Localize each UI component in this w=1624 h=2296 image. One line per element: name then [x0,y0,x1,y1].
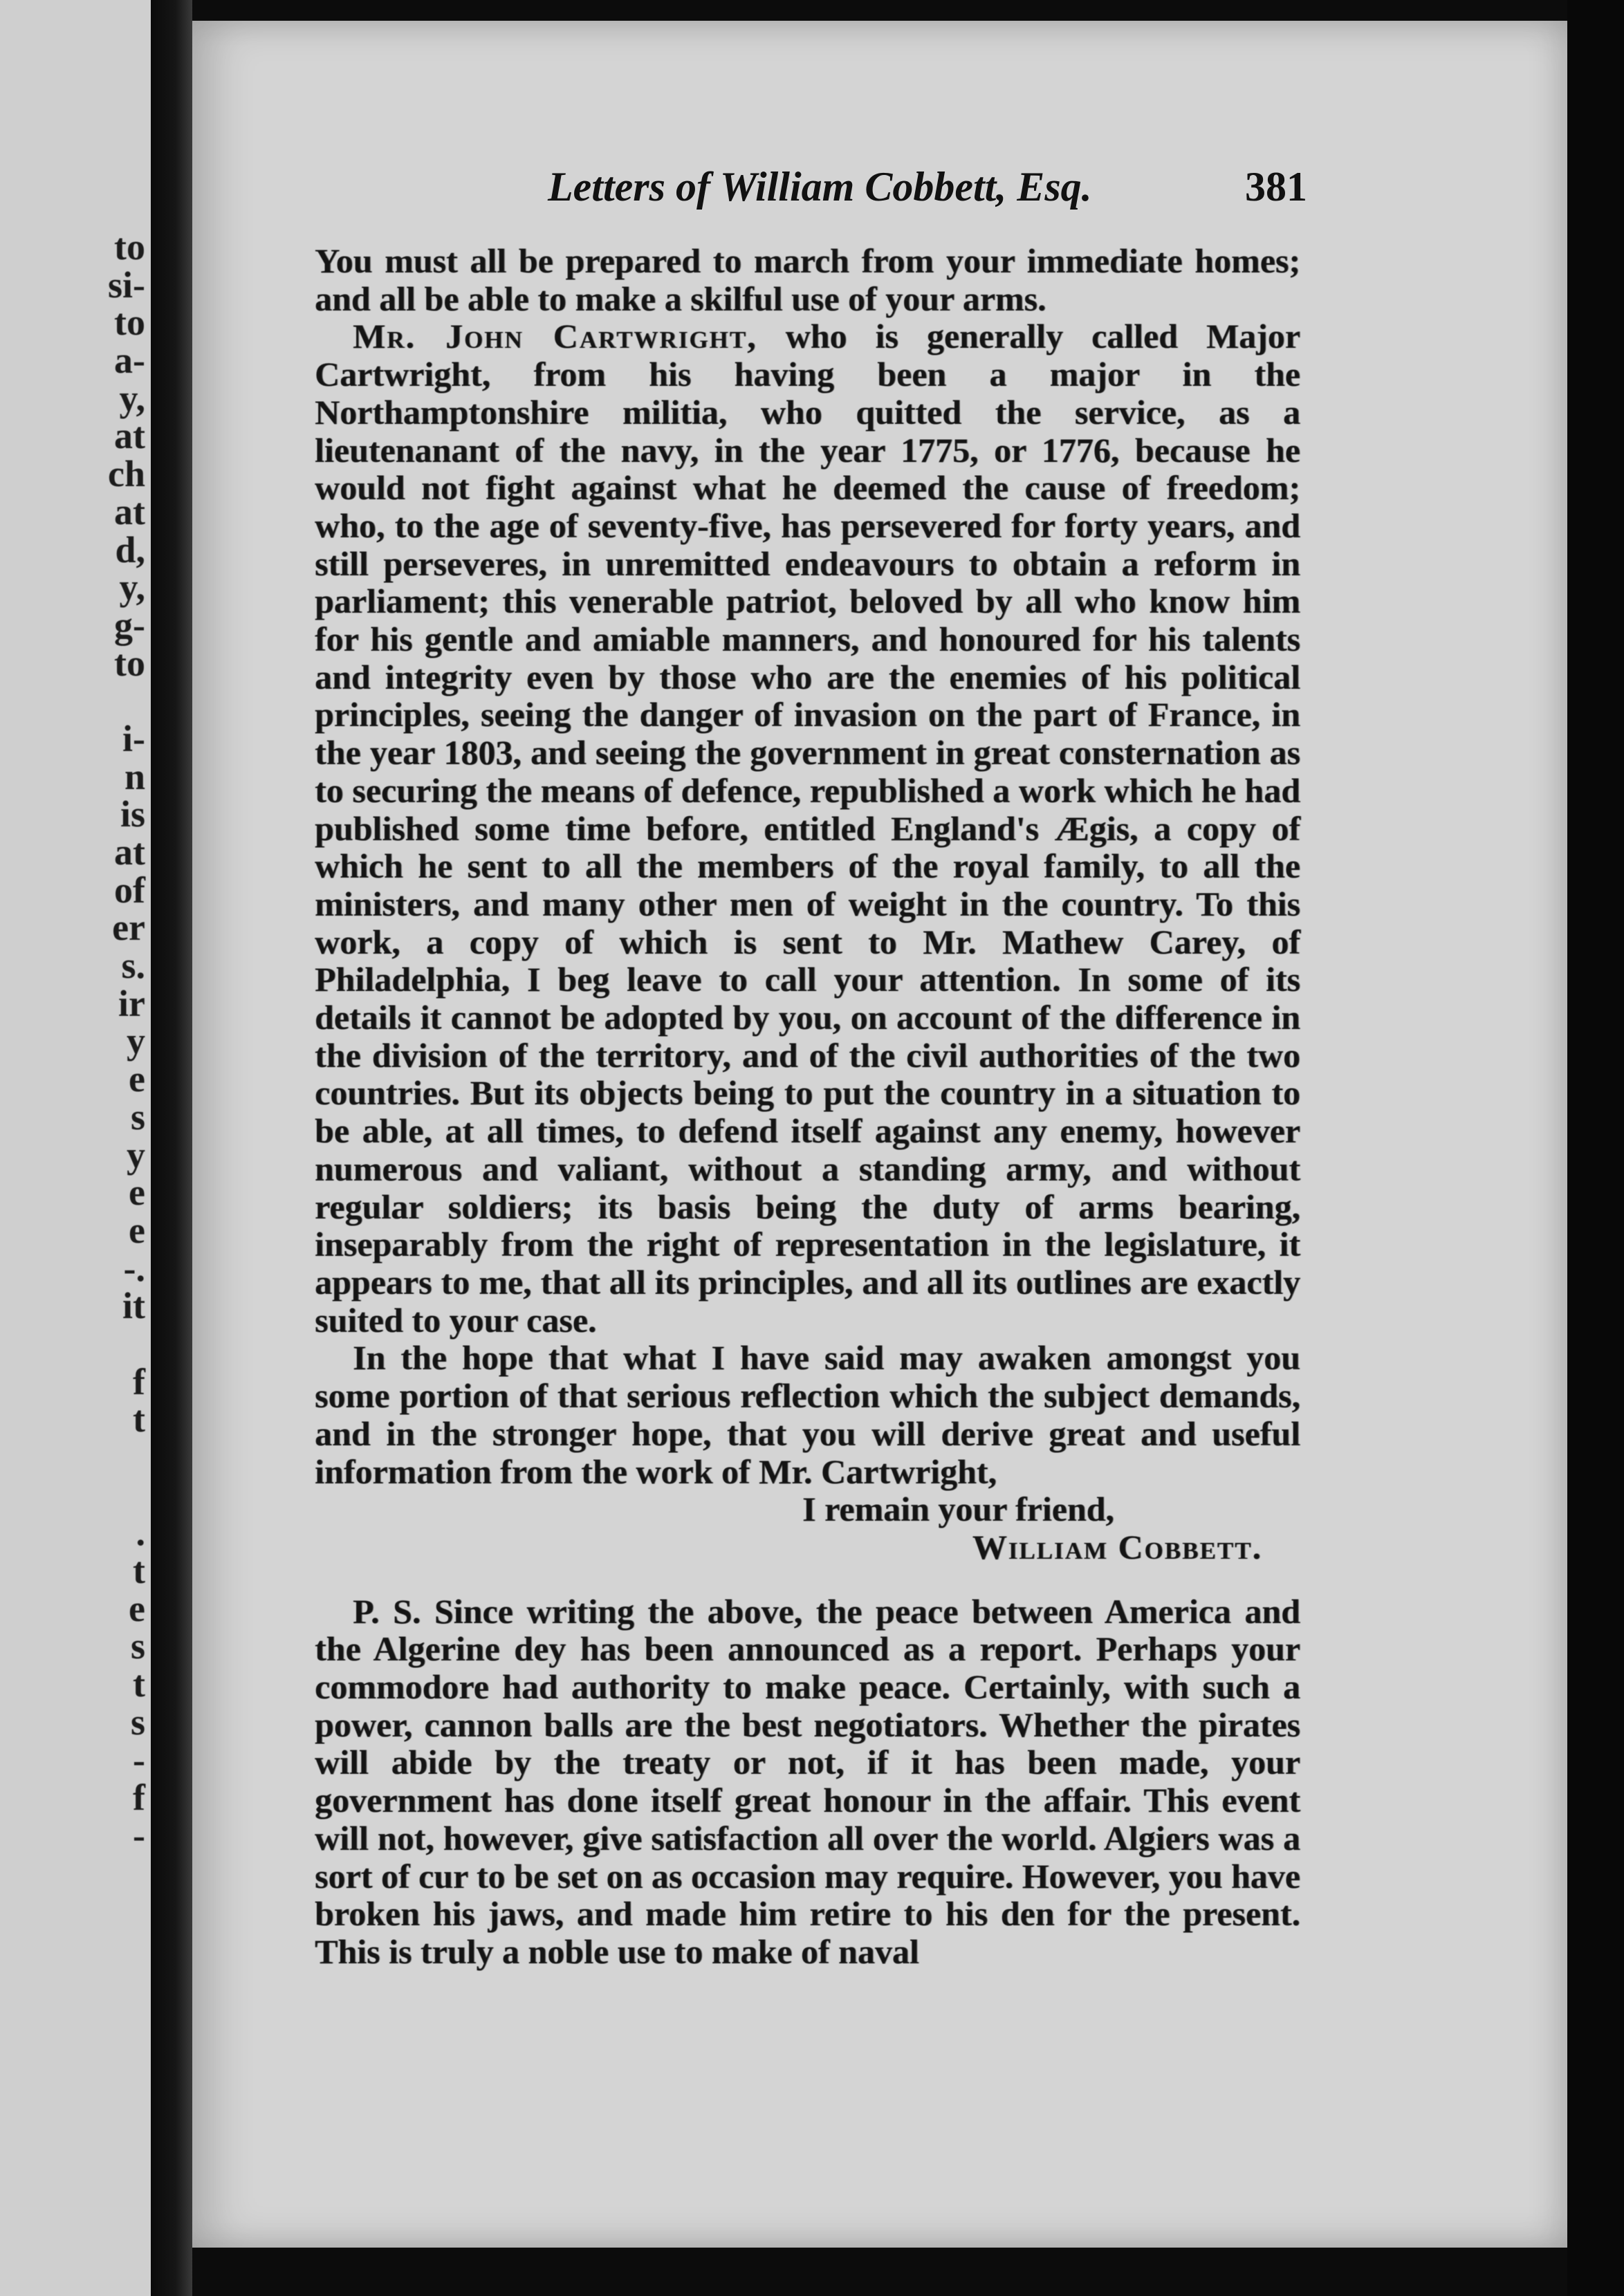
left-margin-fragment [0,1476,145,1515]
left-page-fragment [0,0,151,2296]
left-margin-fragment: -. [123,1247,145,1289]
left-margin-fragment: e [129,1209,145,1251]
left-margin-fragment: at [114,490,145,533]
left-margin-fragment: s [130,1701,145,1743]
left-margin-fragment: i- [122,717,145,759]
paragraph-3: In the hope that what I have said may awaken amongst you some portion of that serious reflection which the subject demands, and in the stronger hope, that you will derive great and useful information from the work of Mr. Cartwright, [315,1338,1300,1491]
right-edge [1567,0,1624,2296]
paragraph-1: You must all be prepared to march from your immediate homes; and all be able to make a skilful use of your arms. [315,241,1300,318]
left-margin-fragment: t [133,1663,145,1705]
left-margin-fragment: f [133,1777,145,1819]
left-margin-fragment: er [112,907,145,949]
left-margin-fragment: it [122,1285,145,1327]
left-margin-fragment: s [130,1625,145,1667]
closing-line: I remain your friend, [802,1490,1114,1529]
paragraph-2-text: who is generally called Major Cartwright, from his having been a major in the Northamptonshire militia, who quitted the service, as a lieutenanant of the navy, in the year 1775, or 1776, because he would not fight against what he deemed the cause of freedom; who, to the age of seventy-five, has persevered for forty years, and still perseveres, in unremitted endeavours to obtain a reform in parliament; this venerable patriot, beloved by all who know him for his gentle and amiable manners, and honoured for his talents and integrity even by those who are the enemies of his political principles, seeing the danger of invasion on the part of France, in the year 1803, and seeing the government in great consternation as to securing the means of defence, republished a work which he had published some time before, entitled England's Ægis, a copy of which he sent to all the members of the royal family, to all the ministers, and many other men of weight in the country. To this work, a copy of which is sent to Mr. Mathew Carey, of Philadelphia, I beg leave to call your attention. In some of its details it cannot be adopted by you, on account of the difference in the division of the territory, and of the civil authorities of the two countries. But its objects being to put the country in a situation to be able, at all times, to defend itself against any enemy, however numerous and valiant, without a standing army, and without regular soldiers; its basis being the duty of arms bearing, inseparably from the right of representation in the legislature, it appears to me, that all its principles, and all its outlines are exactly suited to your case. [315,317,1300,1340]
left-margin-fragment: g- [114,604,145,646]
left-margin-fragment: d, [115,528,145,571]
running-head: Letters of William Cobbett, Esq. [548,164,1092,210]
paragraph-2 [315,317,1300,1339]
left-margin-fragment: si- [108,263,145,306]
left-margin-fragment: - [133,1739,145,1781]
left-margin-fragment [0,1438,145,1476]
left-margin-fragment: n [124,755,145,797]
page-body [315,242,1300,1971]
left-margin-fragment [0,1325,145,1363]
left-margin-fragment: at [114,831,145,873]
cartwright-name: Mr. John Cartwright, [353,317,757,356]
left-margin-fragment: to [114,226,145,268]
left-margin-fragment: - [133,1814,145,1856]
left-margin-fragment: ir [118,982,145,1024]
page-header [353,163,1307,219]
page-number: 381 [1245,164,1307,210]
left-margin-fragment: t [133,1550,145,1592]
left-margin-fragment: to [114,642,145,684]
left-margin-fragment: a- [114,340,145,382]
left-margin-fragment: s [130,1095,145,1138]
left-margin-fragment: . [136,1512,145,1554]
left-margin-fragment: to [114,302,145,344]
left-margin-fragment: y [127,1020,145,1062]
left-margin-fragment: ch [108,453,145,495]
left-margin-fragment: y, [119,377,145,419]
bottom-edge [192,2248,1567,2296]
left-margin-fragment: y [127,1133,145,1176]
left-margin-fragment: at [114,415,145,457]
left-margin-fragment [0,682,145,720]
postscript: P. S. Since writing the above, the peace between America and the Algerine dey has been announced as a report. Perhaps your commodore had authority to make peace. Certainly, with such a power, cannon balls are the best negotiators. Whether the pirates will abide by the treaty or not, if it has been made, your government has done itself great honour in the affair. This event will not, however, give satisfaction all over the world. Algiers was a sort of cur to be set on as occasion may require. However, you have broken his jaws, and made him retire to his den for the present. This is truly a noble use to make of naval [315,1591,1300,1971]
left-margin-fragment: f [133,1360,145,1402]
left-margin-fragment: of [114,869,145,911]
left-page-margin-text [0,228,151,1855]
left-margin-fragment: t [133,1398,145,1441]
book-gutter [151,0,192,2296]
left-margin-fragment: e [129,1058,145,1100]
left-margin-fragment: s. [121,945,145,987]
left-margin-fragment: e [129,1587,145,1629]
left-margin-fragment: is [120,793,145,835]
signature: William Cobbett. [972,1527,1262,1566]
left-margin-fragment: y, [119,566,145,609]
left-margin-fragment: e [129,1172,145,1214]
